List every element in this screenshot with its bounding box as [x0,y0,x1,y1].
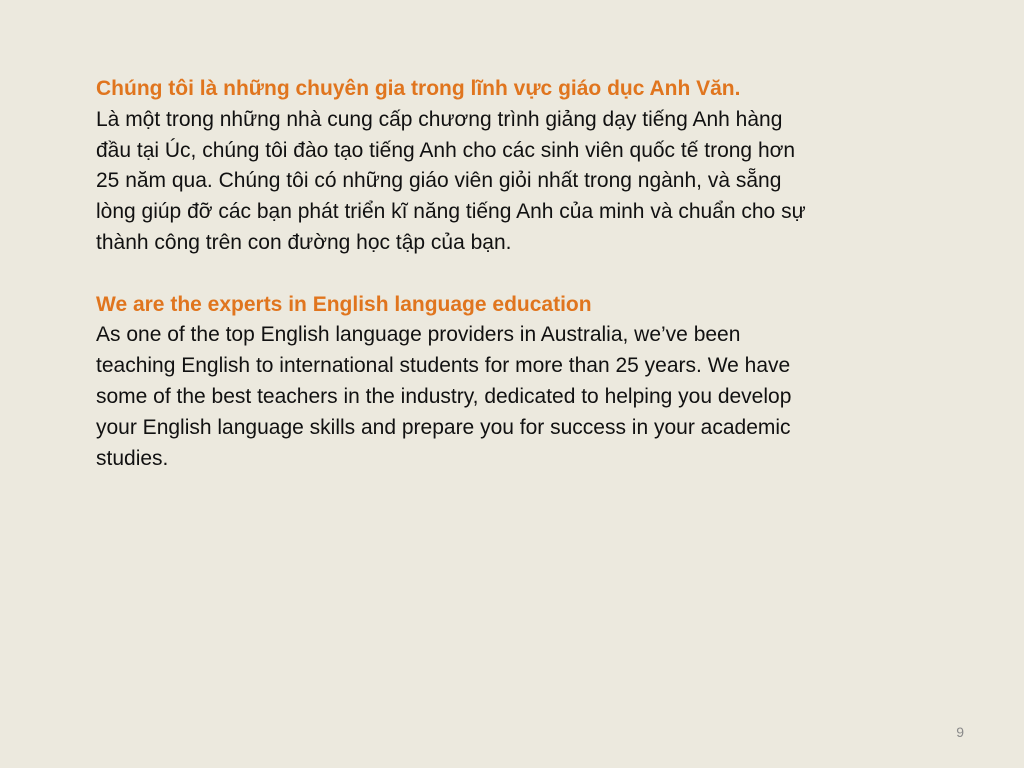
page-number: 9 [956,724,964,740]
english-body-line: your English language skills and prepare you for success in your academic [96,415,791,439]
vietnamese-body-line: 25 năm qua. Chúng tôi có những giáo viên giỏi nhất trong ngành, và sẵng [96,169,782,193]
english-section [96,290,976,475]
section-spacer [96,259,976,290]
vietnamese-heading: Chúng tôi là những chuyên gia trong lĩnh vực giáo dục Anh Văn. [96,77,741,100]
vietnamese-body-line: thành công trên con đường học tập của bạn. [96,230,512,254]
vietnamese-body-line: lòng giúp đỡ các bạn phát triển kĩ năng tiếng Anh của minh và chuẩn cho sự [96,200,806,224]
english-body-line: teaching English to international students for more than 25 years. We have [96,354,791,378]
english-body-line: As one of the top English language providers in Australia, we’ve been [96,323,741,347]
english-heading: We are the experts in English language education [96,292,592,316]
vietnamese-section [96,74,976,259]
vietnamese-body-line: Là một trong những nhà cung cấp chương trình giảng dạy tiếng Anh hàng [96,107,783,131]
slide-content [96,74,976,474]
english-body-line: studies. [96,446,169,470]
vietnamese-body-line: đầu tại Úc, chúng tôi đào tạo tiếng Anh cho các sinh viên quốc tế trong hơn [96,138,796,162]
english-body-line: some of the best teachers in the industry, dedicated to helping you develop [96,384,792,408]
